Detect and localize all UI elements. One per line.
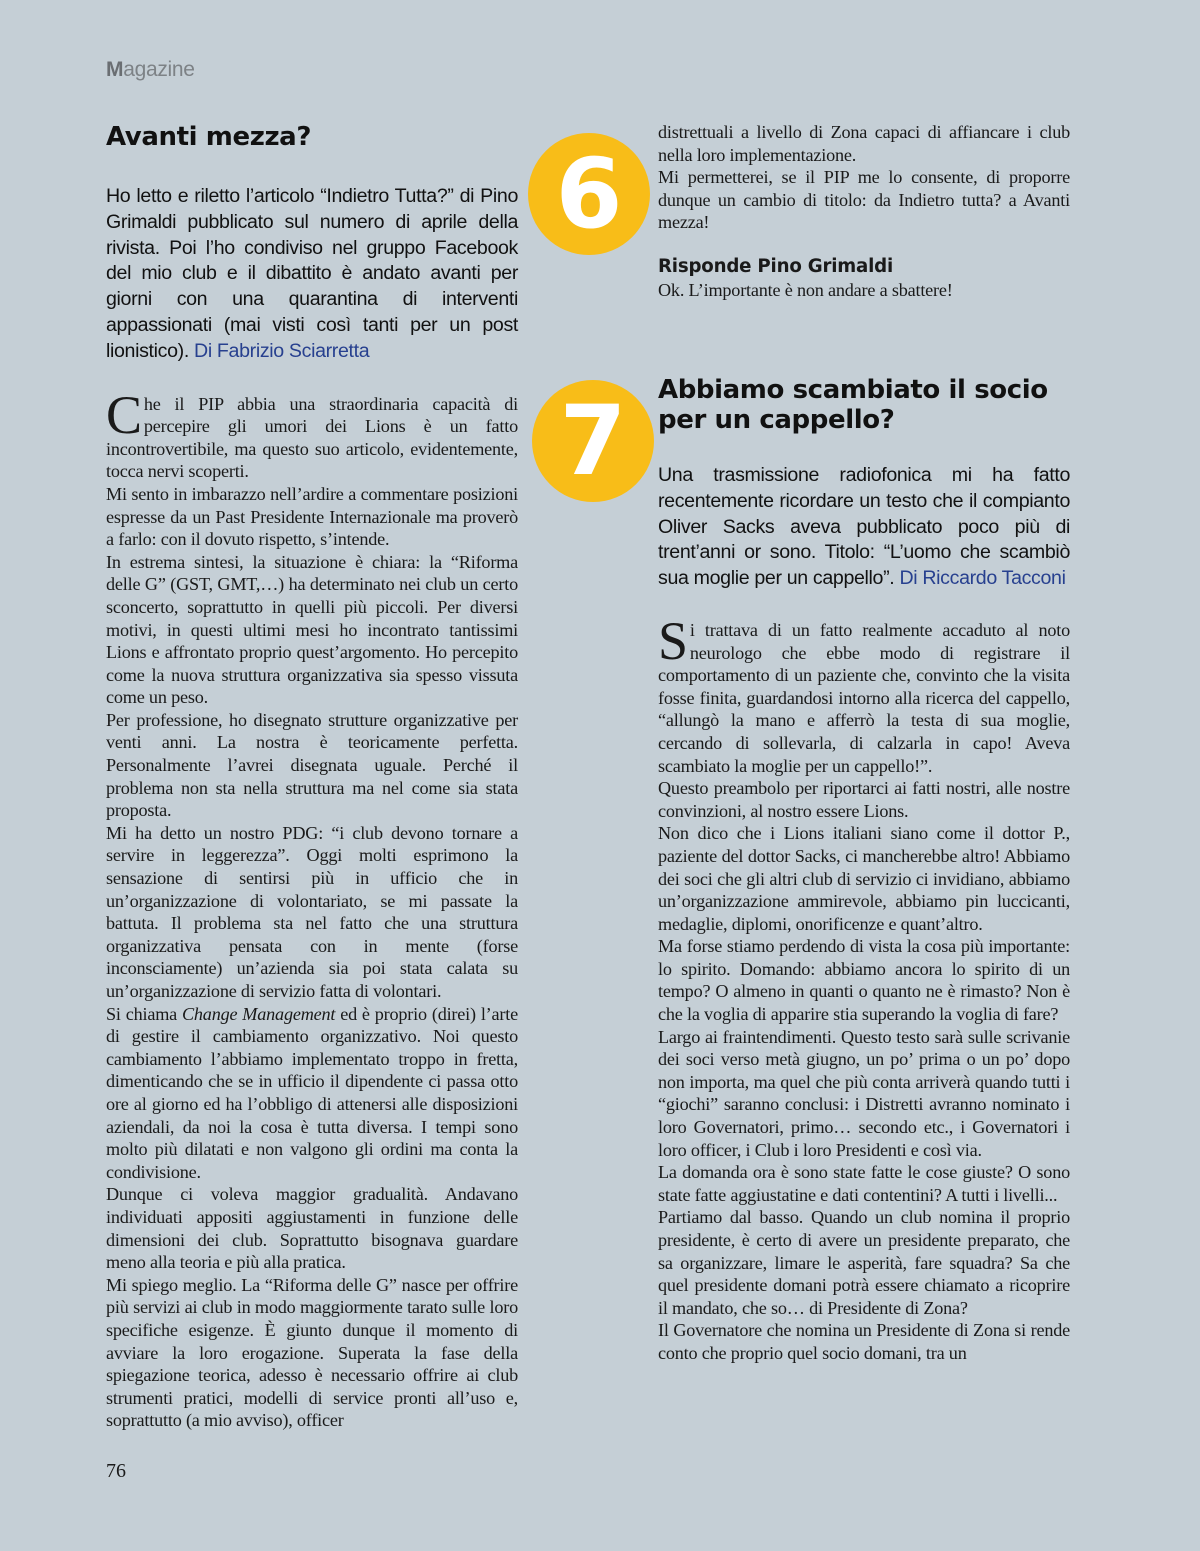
article-6-column (106, 122, 518, 1432)
paragraph: Mi ha detto un nostro PDG: “i club devono tornare a servire in leggerezza”. Oggi molti esprimono la sensazione di sentirsi più in ufficio che in un’organizzazione di volontariato, se mi passate la battuta. Il problema sta nel fatto che una struttura organizzativa pensata con in mente (forse inconsciamente) un’azienda sia poi stata calata su un’organizzazione di servizio fatta di volontari. (106, 822, 518, 1002)
article-7-column (658, 375, 1070, 1365)
paragraph: Non dico che i Lions italiani siano come il dottor P., paziente del dottor Sacks, ci mancherebbe altro! Abbiamo dei soci che gli altri club di servizio ci invidiano, abbiamo un’organizzazione ammirevole, abbiamo pin luccicanti, medaglie, diplomi, onorificenze e quant’altro. (658, 823, 1070, 934)
article-6-byline: Di Fabrizio Sciarretta (194, 339, 370, 362)
paragraph: In estrema sintesi, la situazione è chiara: la “Riforma delle G” (GST, GMT,…) ha determinato nei club un certo sconcerto, soprattutto in quelli più piccoli. Per diversi motivi, in questi ultimi mesi ho incontrato tantissimi Lions e affrontato proprio quest’argomento. Ho percepito come la nuova struttura organizzativa sia spesso vissuta come un peso. (106, 551, 518, 708)
reply-text: Ok. L’importante è non andare a sbattere! (658, 279, 953, 300)
paragraph: Questo preambolo per riportarci ai fatti nostri, alle nostre convinzioni, al nostro essere Lions. (658, 778, 1070, 821)
paragraph: Mi sento in imbarazzo nell’ardire a commentare posizioni espresse da un Past Presidente Internazionale ma proverò a farlo: con il dovuto rispetto, s’intende. (106, 483, 518, 550)
paragraph: Per professione, ho disegnato strutture organizzative per venti anni. La nostra è teoricamente perfetta. Personalmente l’avrei disegnata uguale. Perché il problema non sta nella struttura ma nel come sia stata proposta. (106, 709, 518, 821)
article-6-body (106, 384, 518, 1432)
paragraph: Mi spiego meglio. La “Riforma delle G” nasce per offrire più servizi ai club in modo maggiormente tarato sulle loro specifiche esigenze. È giunto dunque il momento di avviare la loro erogazione. Superata la fase della spiegazione teorica, adesso è necessario offrire ai club strumenti pratici, modelli di service pronti all’uso e, soprattutto (a mio avviso), officer (106, 1274, 518, 1431)
reply-heading: Risponde Pino Grimaldi (658, 255, 893, 277)
paragraph: Partiamo dal basso. Quando un club nomina il proprio presidente, è certo di avere un presidente preparato, che sa organizzare, limare le asperità, fare squadra? Sa che quel presidente domani potrà essere chiamato a ricoprire il mandato, che so… di Presidente di Zona? (658, 1207, 1070, 1318)
article-7-first-paragraph: Si trattava di un fatto realmente accaduto al noto neurologo che ebbe modo di registrare il comportamento di un paziente che, convinto che la visita fosse finita, guardandosi intorno alla ricerca del cappello, “allungò la mano e afferrò la testa di sua moglie, cercando di sollevarla, di calzarla in capo! Aveva scambiato la moglie per un cappello!”. (658, 610, 1070, 776)
page-number: 76 (106, 1460, 126, 1482)
paragraph: Dunque ci voleva maggior gradualità. Andavano individuati appositi aggiustamenti in funzione delle dimensioni dei club. Soprattutto bisognava guardare meno alla teoria e più alla pratica. (106, 1184, 518, 1273)
article-6-title: Avanti mezza? (106, 122, 312, 152)
article-7-body (658, 610, 1070, 1365)
dropcap: S (658, 610, 688, 671)
article-6-first-paragraph: Che il PIP abbia una straordinaria capacità di percepire gli umori dei Lions è un fatto incontrovertibile, ma questo suo articolo, evidentemente, tocca nervi scoperti. (106, 384, 518, 482)
paragraph: La domanda ora è sono state fatte le cose giuste? O sono state fatte aggiustatine e dati contentini? A tutti i livelli... (658, 1162, 1070, 1205)
paragraph: Ma forse stiamo perdendo di vista la cosa più importante: lo spirito. Domando: abbiamo ancora lo spirito di un tempo? O almeno in quanti o quanto ne è rimasto? Non è che la voglia di apparire stia superando la voglia di fare? (658, 936, 1070, 1025)
paragraph: Largo ai fraintendimenti. Questo testo sarà sulle scrivanie dei soci verso metà giugno, un po’ prima o un po’ dopo non importa, ma quel che più conta arriverà quando tutti i “giochi” saranno conclusi: i Distretti avranno nominato i loro Governatori, primo… secondo etc., i Governatori i loro officer, i Club i loro Presidenti e così via. (658, 1026, 1070, 1160)
article-7-title: Abbiamo scambiato il socio per un cappello? (658, 375, 1048, 435)
dropcap: C (106, 384, 142, 445)
paragraph: Mi permetterei, se il PIP me lo consente, di proporre dunque un cambio di titolo: da Indietro tutta? a Avanti mezza! (658, 167, 1070, 233)
article-7-lead: Una trasmissione radiofonica mi ha fatto recentemente ricordare un testo che il compianto Oliver Sacks aveva pubblicato poco più di trent’anni or sono. Titolo: “L’uomo che scambiò sua moglie per un cappello”. Di Riccardo Tacconi (658, 464, 1070, 590)
article-number-badge-7: 7 (532, 380, 654, 502)
paragraph: Si chiama Change Management ed è proprio (direi) l’arte di gestire il cambiamento organizzativo. Noi questo cambiamento l’abbiamo implementato troppo in fretta, dimenticando che se in ufficio il dipendente ci passa otto ore al giorno ed ha l’obbligo di attenersi alle disposizioni aziendali, da noi la cosa è tutta diversa. I tempi sono molto più dilatati e non valgono gli ordini ma conta la condivisione. (106, 1003, 518, 1182)
section-header: Magazine (106, 58, 195, 81)
paragraph: Il Governatore che nomina un Presidente di Zona si rende conto che proprio quel socio domani, tra un (658, 1320, 1070, 1363)
paragraph: distrettuali a livello di Zona capaci di affiancare i club nella loro implementazione. (658, 122, 1070, 165)
article-6-lead: Ho letto e riletto l’articolo “Indietro Tutta?” di Pino Grimaldi pubblicato sul numero di aprile della rivista. Poi l’ho condiviso nel gruppo Facebook del mio club e il dibattito è andato avanti per giorni con una quarantina di interventi appassionati (mai visti così tanti per un post lionistico). Di Fabrizio Sciarretta (106, 185, 518, 362)
article-7-byline: Di Riccardo Tacconi (899, 567, 1066, 590)
article-number-badge-6: 6 (528, 133, 650, 255)
